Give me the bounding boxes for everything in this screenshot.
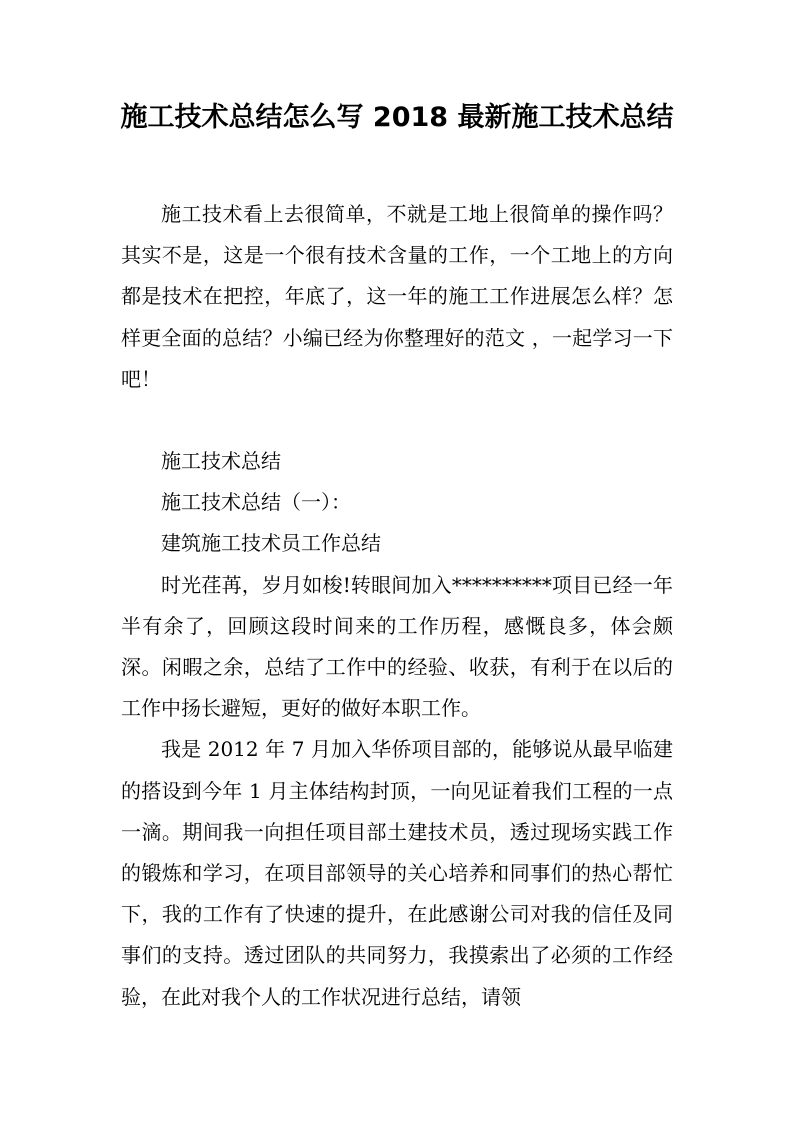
subsection-heading: 施工技术总结（一）：: [161, 490, 351, 515]
blank-line: [121, 400, 673, 441]
document-title: 施工技术总结怎么写 2018 最新施工技术总结: [120, 102, 674, 133]
article-heading: 建筑施工技术员工作总结: [161, 531, 381, 556]
body-paragraph-2: 我是 2012 年 7 月加入华侨项目部的，能够说从最早临建的搭设到今年 1 月主体结构封顶，一向见证着我们工程的一点一滴。期间我一向担任项目部土建技术员，透过现场实践工作的锻炼和学习，在项目部领导的关心培养和同事们的热心帮忙下，我的工作有了快速的提升，在此感谢公司对我的信任及同事们的支持。透过团队的共同努力，我摸索出了必须的工作经验，在此对我个人的工作状况进行总结，请领: [121, 737, 673, 1009]
intro-paragraph: 施工技术看上去很简单，不就是工地上很简单的操作吗？其实不是，这是一个很有技术含量的工作，一个工地上的方向都是技术在把控，年底了，这一年的施工工作进展怎么样？怎样更全面的总结？小编已经为你整理好的范文 ，一起学习一下吧！: [121, 202, 673, 391]
document-body: [121, 194, 673, 1018]
section-heading: 施工技术总结: [161, 449, 281, 474]
body-paragraph-1: 时光荏苒，岁月如梭!转眼间加入**********项目已经一年半有余了，回顾这段时间来的工作历程，感慨良多，体会颇深。闲暇之余，总结了工作中的经验、收获，有利于在以后的工作中扬长避短，更好的做好本职工作。: [121, 572, 673, 721]
